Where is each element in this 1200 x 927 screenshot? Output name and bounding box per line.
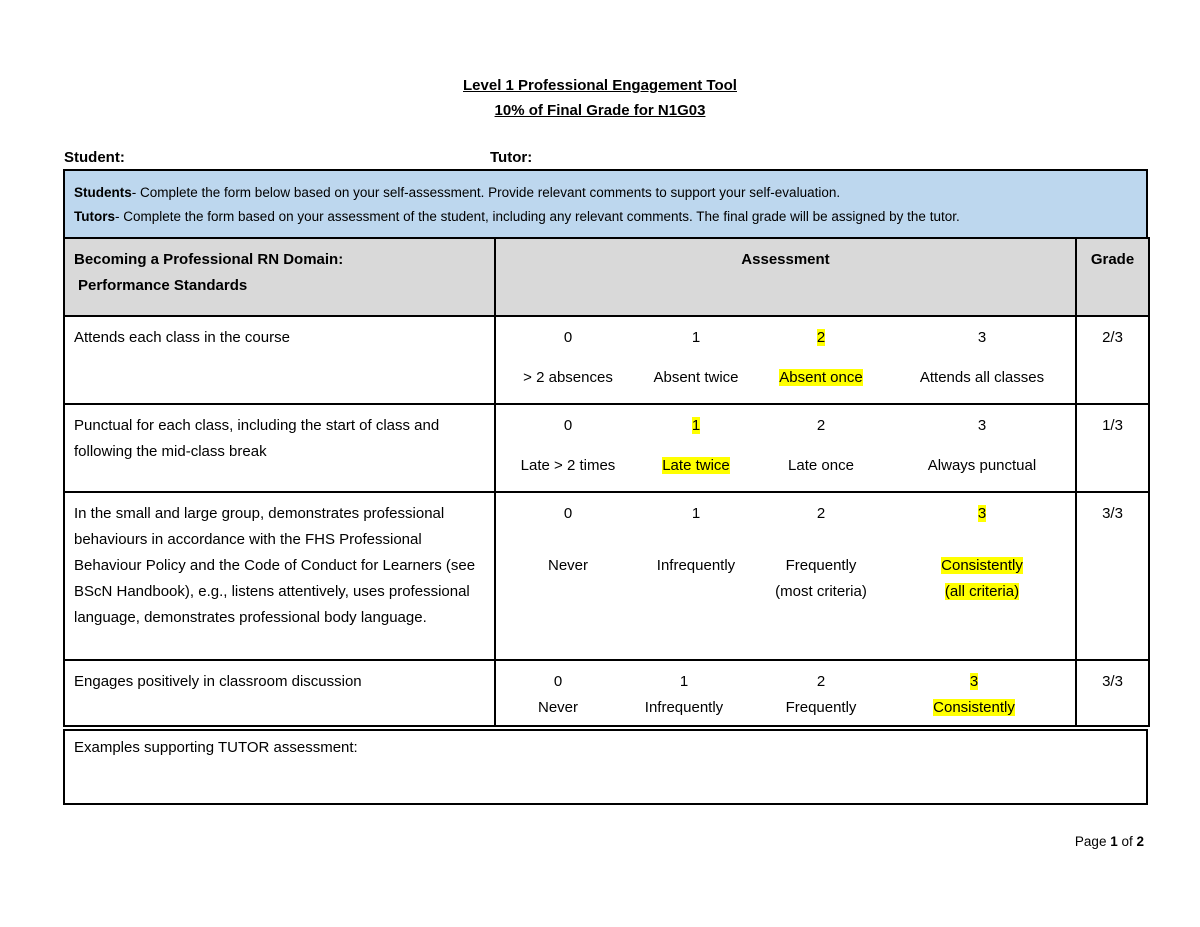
option-score: 3: [977, 329, 987, 346]
table-row: [64, 660, 1149, 726]
grade-cell: 3/3: [1076, 492, 1149, 660]
option-description: Late once: [788, 457, 854, 474]
criterion-cell: Attends each class in the course: [64, 316, 495, 404]
option-description: Frequently: [785, 699, 857, 716]
grade-cell: 3/3: [1076, 660, 1149, 726]
option-description: Always punctual: [927, 457, 1037, 474]
criterion-cell: Punctual for each class, including the start of class and following the mid-class break: [64, 404, 495, 492]
option-description: Never: [547, 557, 588, 574]
option-description: Infrequently: [656, 557, 736, 574]
criterion-cell: In the small and large group, demonstrates professional behaviours in accordance with the FHS Professional Behaviour Policy and the Code of Conduct for Learners (see BScN Handbook), e.g., listens attentively, uses professional language, demonstrates professional body language.: [64, 492, 495, 660]
criterion-cell: Engages positively in classroom discussion: [64, 660, 495, 726]
option-score: 0: [563, 505, 573, 522]
domain-header: Becoming a Professional RN Domain: Performance Standards: [64, 238, 495, 316]
option-description: Never: [537, 699, 578, 716]
option-description: Frequently: [785, 557, 857, 574]
option-description-detail: (most criteria): [775, 583, 867, 600]
option-description: Late twice: [662, 457, 730, 474]
assessment-cell: [495, 316, 1076, 404]
assessment-cell: [495, 404, 1076, 492]
option-score: 2: [816, 505, 826, 522]
option-description: Infrequently: [644, 699, 724, 716]
page-number: Page 1 of 2: [1074, 834, 1144, 849]
tutors-instruction: Tutors- Complete the form based on your assessment of the student, including any relevant comments. The final grade will be assigned by the tutor.: [74, 209, 960, 224]
table-header-row: [64, 238, 1149, 316]
option-description: Absent once: [779, 369, 863, 386]
option-score: 1: [679, 673, 689, 690]
grade-cell: 2/3: [1076, 316, 1149, 404]
option-score: 0: [563, 329, 573, 346]
students-instruction: Students- Complete the form below based on your self-assessment. Provide relevant comments to support your self-evaluation.: [74, 185, 841, 200]
grade-header: Grade: [1076, 238, 1149, 316]
option-score: 2: [816, 329, 826, 346]
option-score: 1: [691, 505, 701, 522]
student-label: Student:: [64, 149, 125, 166]
option-description: Attends all classes: [919, 369, 1045, 386]
option-score: 1: [691, 329, 701, 346]
assessment-header: Assessment: [495, 238, 1076, 316]
assessment-cell: [495, 492, 1076, 660]
option-score: 0: [563, 417, 573, 434]
option-description: Absent twice: [653, 369, 739, 386]
table-row: [64, 404, 1149, 492]
option-description: > 2 absences: [523, 369, 613, 386]
table-row: [64, 316, 1149, 404]
option-description: Consistently: [933, 699, 1015, 716]
assessment-table: [63, 237, 1150, 727]
assessment-cell: [495, 660, 1076, 726]
option-description: Consistently: [941, 557, 1023, 574]
tutor-label: Tutor:: [490, 149, 533, 166]
option-score: 3: [977, 417, 987, 434]
table-row: [64, 492, 1149, 660]
tutor-examples-label: Examples supporting TUTOR assessment:: [74, 739, 358, 756]
option-description: Late > 2 times: [520, 457, 616, 474]
document-subtitle: 10% of Final Grade for N1G03: [494, 102, 706, 119]
document-title: Level 1 Professional Engagement Tool: [463, 77, 737, 94]
tutor-examples-box: [63, 729, 1148, 805]
grade-cell: 1/3: [1076, 404, 1149, 492]
option-score: 3: [969, 673, 979, 690]
option-score: 3: [977, 505, 987, 522]
option-score: 2: [816, 417, 826, 434]
option-score: 1: [691, 417, 701, 434]
option-score: 0: [553, 673, 563, 690]
instructions-box: [63, 169, 1148, 238]
option-description-detail: (all criteria): [944, 583, 1020, 600]
option-score: 2: [816, 673, 826, 690]
